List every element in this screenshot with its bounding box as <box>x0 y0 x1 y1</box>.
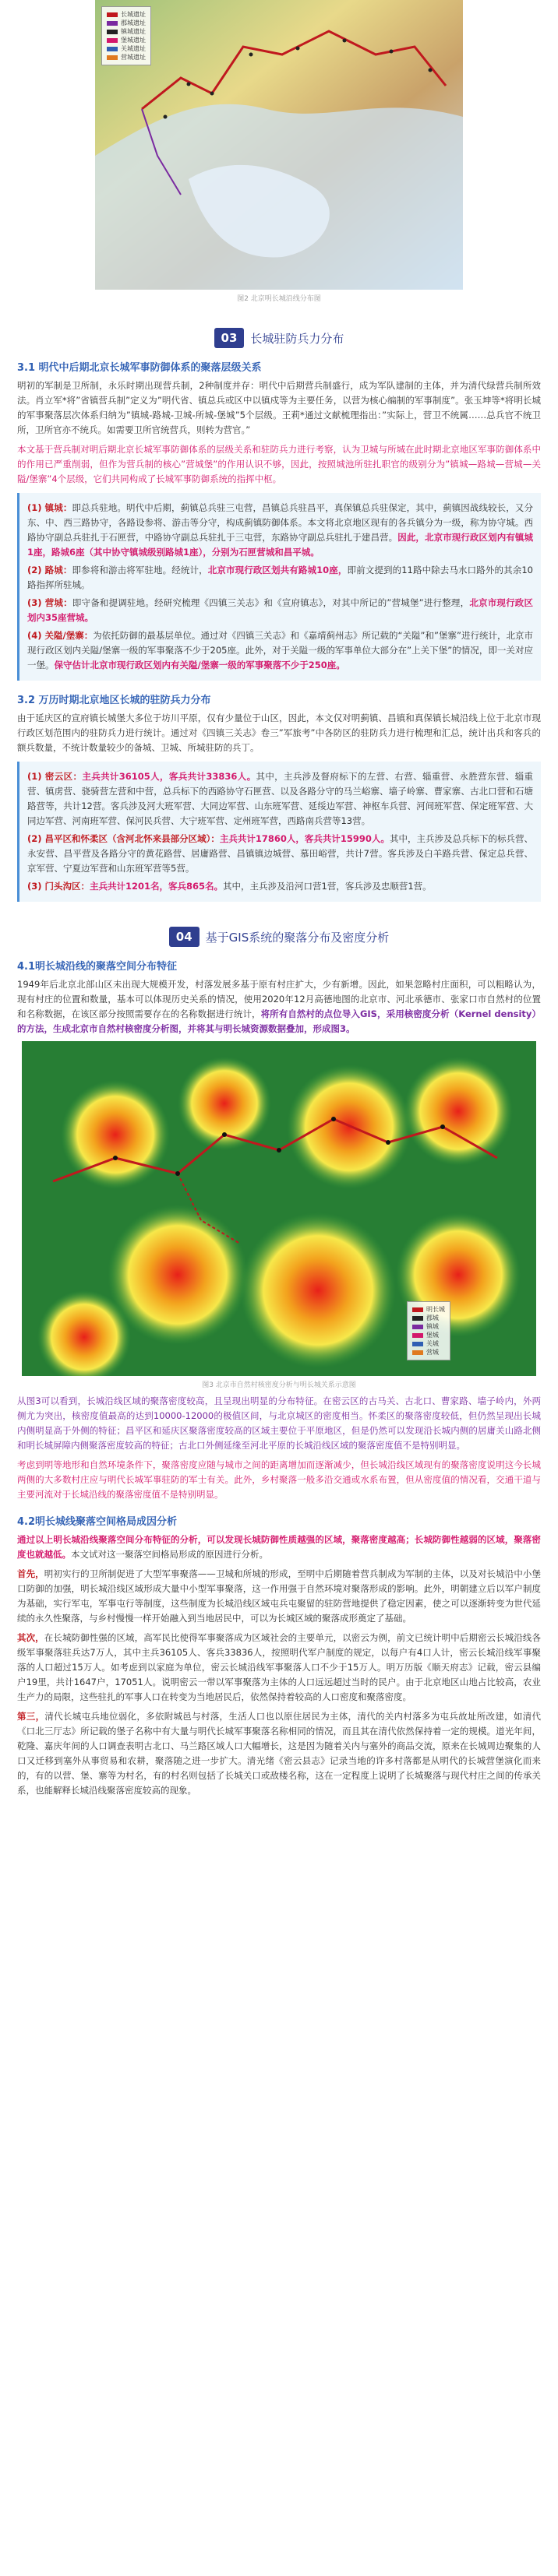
subsection-title: 3.2 万历时期北京地区长城的驻防兵力分布 <box>17 695 211 706</box>
section-number: 04 <box>169 927 200 947</box>
reason-paragraph: 第三，清代长城屯兵地位弱化，多依附城邑与村落，生活人口也以原住居民为主体，清代的关内村落多为屯兵故址所改建，如清代《口北三厅志》所记载的堡子名称中有大量与明代长城军事聚落名称相同的情况，而且其在清代依然保持着一定的规模。道光年间，乾隆、嘉庆年间的人口调查表明古北口、马兰路区域人口大幅增长，这是因为随着关内与塞外的商品交流，原来在长城周边聚集的人口又迁移到塞外从事贸易和农耕，聚落随之进一步扩大。清光绪《密云县志》记录当地的许多村落都是从明代的长城营堡演化而来的，有的以营、堡、寨等为村名，有的村名则包括了长城关口或敌楼名称，这在一定程度上说明了长城聚落与现代村庄之间的传承关系，也能解释长城沿线聚落密度较高的现象。 <box>17 1711 542 1796</box>
legend-swatch <box>107 38 118 43</box>
garrison-item: (3) 门头沟区：主兵共计1201名，客兵865名。其中，主兵涉及沿河口营1营，客兵涉及忠顺营1营。 <box>27 881 432 892</box>
density-map-graphic <box>22 1041 536 1376</box>
level-item: (1) 镇城：即总兵驻地。明代中后期，蓟镇总兵驻三屯营，昌镇总兵驻昌平，真保镇总兵驻保定，其中，蓟镇因战线较长，又分东、中、西三路协守，各路设参将、游击等分守，构成蓟镇防御体系。本文将北京地区现有的各兵镇分为一级，称为协守城。西路协守副总兵驻扎于石匣营，中路协守副总兵驻扎于三屯营，东路协守副总兵驻扎于建昌营。因此，北京市现行政区划内有镇城1座，路城6座（其中协守镇城级别路城1座），分别为石匣营城和昌平城。 <box>27 502 534 558</box>
analysis-paragraph: 考虑到明等地形和自然环境条件下，聚落密度应随与城市之间的距离增加而逐渐减少，但长城沿线区域现有的聚落密度说明这今长城两侧的大多数村庄应与明代长城军事驻防的军士有关。此外，乡村聚落一般多沿交通或水系布置，但从密度值的情况看，交通干道与主要河流对于长城沿线的聚落密度值不是特别明显。 <box>17 1459 541 1500</box>
legend-swatch <box>412 1342 423 1346</box>
garrison-item: (1) 密云区：主兵共计36105人，客兵共计33836人。其中，主兵涉及督府标下的左营、右营、辎重营、永胜营东营、辎重营、镇虏营、骁骑营左营和中营，总兵标下的西路协守石匣营、以及各路分守的马兰峪寨、墙子岭寨、曹家寨、古北口营和石塘路营等，共计12营。客兵涉及河大班军营、大同边军营、山东班军营、延绥边军营、神枢车兵营、河间班军营、保定班军营、大同边军营、河南班军营、保河民兵营、大宁班军营、定州班军营，西路南兵营等13营。 <box>27 771 533 826</box>
great-wall-distribution-map <box>95 0 463 290</box>
level-list <box>17 493 541 681</box>
legend-swatch <box>412 1316 423 1321</box>
paragraph: 通过以上明长城沿线聚落空间分布特征的分析，可以发现长城防御性质越强的区域，聚落密度越高；长城防御性越弱的区域，聚落密度也就越低。本文试对这一聚落空间格局形成的原因进行分析。 <box>17 1534 541 1560</box>
kernel-density-map <box>22 1041 536 1376</box>
map-legend <box>101 6 151 65</box>
figure-caption: 图2 北京明长城沿线分布图 <box>237 295 321 303</box>
legend-label: 镇城 <box>426 1323 439 1330</box>
legend-label: 营城 <box>426 1349 439 1356</box>
legend-swatch <box>412 1350 423 1355</box>
legend-swatch <box>412 1325 423 1329</box>
highlighted-paragraph: 本文基于营兵制对明后期北京长城军事防御体系的层级关系和驻防兵力进行考察，认为卫城与所城在此时期北京地区军事防御体系中的作用已严重削弱，但作为营兵制的核心”营城堡”的作用认识不够，因此，按照城池所驻扎职官的级别分为”镇城—路城—营城—关隘/堡寨”4个层级，它们共同构成了长城军事防御系统的指挥中枢。 <box>17 444 541 484</box>
section-title: 长城驻防兵力分布 <box>250 331 344 346</box>
section-title: 基于GIS系统的聚落分布及密度分析 <box>205 930 390 945</box>
legend-label: 堡城 <box>426 1332 439 1339</box>
reason-paragraph: 首先，明初实行的卫所制促进了大型军事聚落——卫城和所城的形成，至明中后期随着营兵制成为军制的主体，以及对长城沿中小堡口防御的加强，明长城沿线区域形成大量中小型军事聚落，这一作用强于自然环境对聚落形成的影响。此外，明朝建立后以军户制度为基础，实行军屯，军事屯行等制度，这些制度为长城沿线区域屯兵屯聚留的驻防营地提供了稳定因素，使之可以逐渐转变为世代延续的永久性聚落，与乡村慢慢一样开始融入到当地居民中，可以为长城区域的聚落成形奠定了基础。 <box>17 1568 542 1624</box>
legend-label: 郡城 <box>426 1314 439 1321</box>
garrison-list <box>17 762 541 902</box>
garrison-item: (2) 昌平区和怀柔区（含河北怀来县部分区域）：主兵共计17860人，客兵共计15990人。其中，主兵涉及总兵标下的标兵营、永安营、昌平营及各路分守的黄花路营、居庸路营、昌镇镇边城营、慕田峪营，共计7营。客兵涉及白羊路兵营、保定总兵营、京军营、宁夏边军营和山东班军营等5营。 <box>27 833 534 874</box>
paragraph: 1949年后北京北部山区未出现大规模开发，村落发展多基于原有村庄扩大，少有新增。因此，如果忽略村庄面积，可以粗略认为，现有村庄的位置和数量，基本可以体现历史关系的情况，使用2020年12月高德地图的北京市、河北承德市、张家口市自然村的位置和名称数据，在该区部分按照需要存在的名称数据进行统计，将所有自然村的点位导入GIS，采用核密度分析（Kernel density）的方法，生成北京市自然村核密度分析图，并将其与明长城资源数据叠加，形成图3。 <box>17 979 542 1034</box>
legend-label: 镇城遗址 <box>121 28 146 35</box>
section-banner <box>0 328 558 348</box>
level-item: (2) 路城：即参将和游击将军驻地。经统计，北京市现行政区划共有路城10座，即前文提到的11路中除去马水口路外的其余10路指挥所驻城。 <box>27 565 533 590</box>
legend-swatch <box>107 21 118 26</box>
legend-label: 营城遗址 <box>121 54 146 61</box>
section-number: 03 <box>214 328 245 348</box>
paragraph: 明初的军制是卫所制，永乐时期出现营兵制，2种制度并存：明代中后期营兵制盛行，成为军队建制的主体，并为清代绿营兵制所效法。肖立军*将”省镇营兵制”定义为”明代省、镇总兵或区中以镇戍等为主要任务，以营为核心编制的军事制度”。张玉坤等*将明长城的军事聚落层次体系归纳为”镇城-路城-卫城-所城-堡城”5个层级。王莉*通过文献梳理指出：”实际上，营卫不统属……总兵官不统卫所，卫所官亦不统兵。如需要卫所官统营兵，则转为营官。” <box>17 380 541 435</box>
section-banner <box>0 927 558 947</box>
figure-caption: 图3 北京市自然村核密度分析与明长城关系示意图 <box>202 1381 356 1389</box>
legend-swatch <box>412 1307 423 1312</box>
legend-swatch <box>107 55 118 60</box>
subsection-title: 4.1明长城沿线的聚落空间分布特征 <box>17 961 178 973</box>
level-item: (4) 关隘/堡寨：为依托防御的最基层单位。通过对《四镇三关志》和《嘉靖蓟州志》所记载的“关隘”和”堡寨”进行统计，北京市现行政区划内关隘/堡寨一级的军事聚落不少于205座。此外，对于关隘一级的军事单位大部分在”上关下堡”的情况，即一关对应一堡。保守估计北京市现行政区划内有关隘/堡寨一级的军事聚落不少于250座。 <box>27 630 534 670</box>
legend-swatch <box>107 30 118 34</box>
legend-label: 长城遗址 <box>121 11 146 18</box>
paragraph: 由于延庆区的宣府镇长城堡大多位于坊川平原，仅有少量位于山区，因此，本文仅对明蓟镇、昌镇和真保镇长城沿线上位于北京市现行政区划范围内的驻防兵力进行统计。通过对《四镇三关志》卷三”军旅考”中各防区的驻防兵力进行梳理和汇总，统计出兵和客兵的额兵数量，不统计数量较少的备城、卫城、所城驻防的兵丁。 <box>17 713 541 753</box>
reason-paragraph: 其次，在长城防御性强的区域，高军民比使得军事聚落成为区域社会的主要单元，以密云为例，前文已统计明中后期密云长城沿线各级军事聚落驻兵达7万人，其中主兵36105人、客兵33836人，按照明代军户制度的规定，以每户有4口人计，密云长城沿线军事聚落的人口超过15万人。如考虑到以家庭为单位，密云长城沿线军事聚落人口不少于15万人。明万历版《顺天府志》记载，密云县编户19里，共计1647户，17051人。说明密云一带以军事聚落为主体的人口远远超过当时的民户。由于北京地区山地占比较高，农业生产力的局限，这些驻扎的军事人口在转变为当地居民后，依然保持着较高的人口密度和聚落密度。 <box>17 1632 541 1702</box>
legend-label: 明长城 <box>426 1306 445 1313</box>
subsection-title: 3.1 明代中后期北京长城军事防御体系的聚落层级关系 <box>17 362 262 374</box>
legend-swatch <box>107 47 118 51</box>
analysis-paragraph: 从图3可以看到，长城沿线区域的聚落密度较高，且呈现出明显的分布特征。在密云区的古马关、古北口、曹家路、墙子岭内，外两侧尤为突出，核密度值最高的达到10000-12000的极值区间，与北京城区的密度相当。怀柔区的聚落密度较低，但仍然呈现出长城内侧明显高于外侧的特征；昌平区和延庆区聚落密度较高的区域主要位于平原地区，但是仍然可以发现沿长城内侧的居庸关山路北侧和明长城屏障内侧聚落密度较高的特征；古北口外侧延缘至河北平原的长城沿线区域的聚落密度值不是特别明显。 <box>17 1395 541 1451</box>
legend-swatch <box>107 12 118 17</box>
level-item: (3) 营城：即守备和提调驻地。经研究梳理《四镇三关志》和《宣府镇志》，对其中所记的”营城堡”进行整理，北京市现行政区划内35座营城。 <box>27 597 533 623</box>
legend-label: 关城 <box>426 1340 439 1347</box>
legend-label: 堡城遗址 <box>121 37 146 44</box>
legend-label: 郡城遗址 <box>121 19 146 26</box>
legend-swatch <box>412 1333 423 1338</box>
subsection-title: 4.2明长城线聚落空间格局成因分析 <box>17 1516 178 1528</box>
density-legend <box>407 1301 450 1360</box>
legend-label: 关城遗址 <box>121 45 146 52</box>
